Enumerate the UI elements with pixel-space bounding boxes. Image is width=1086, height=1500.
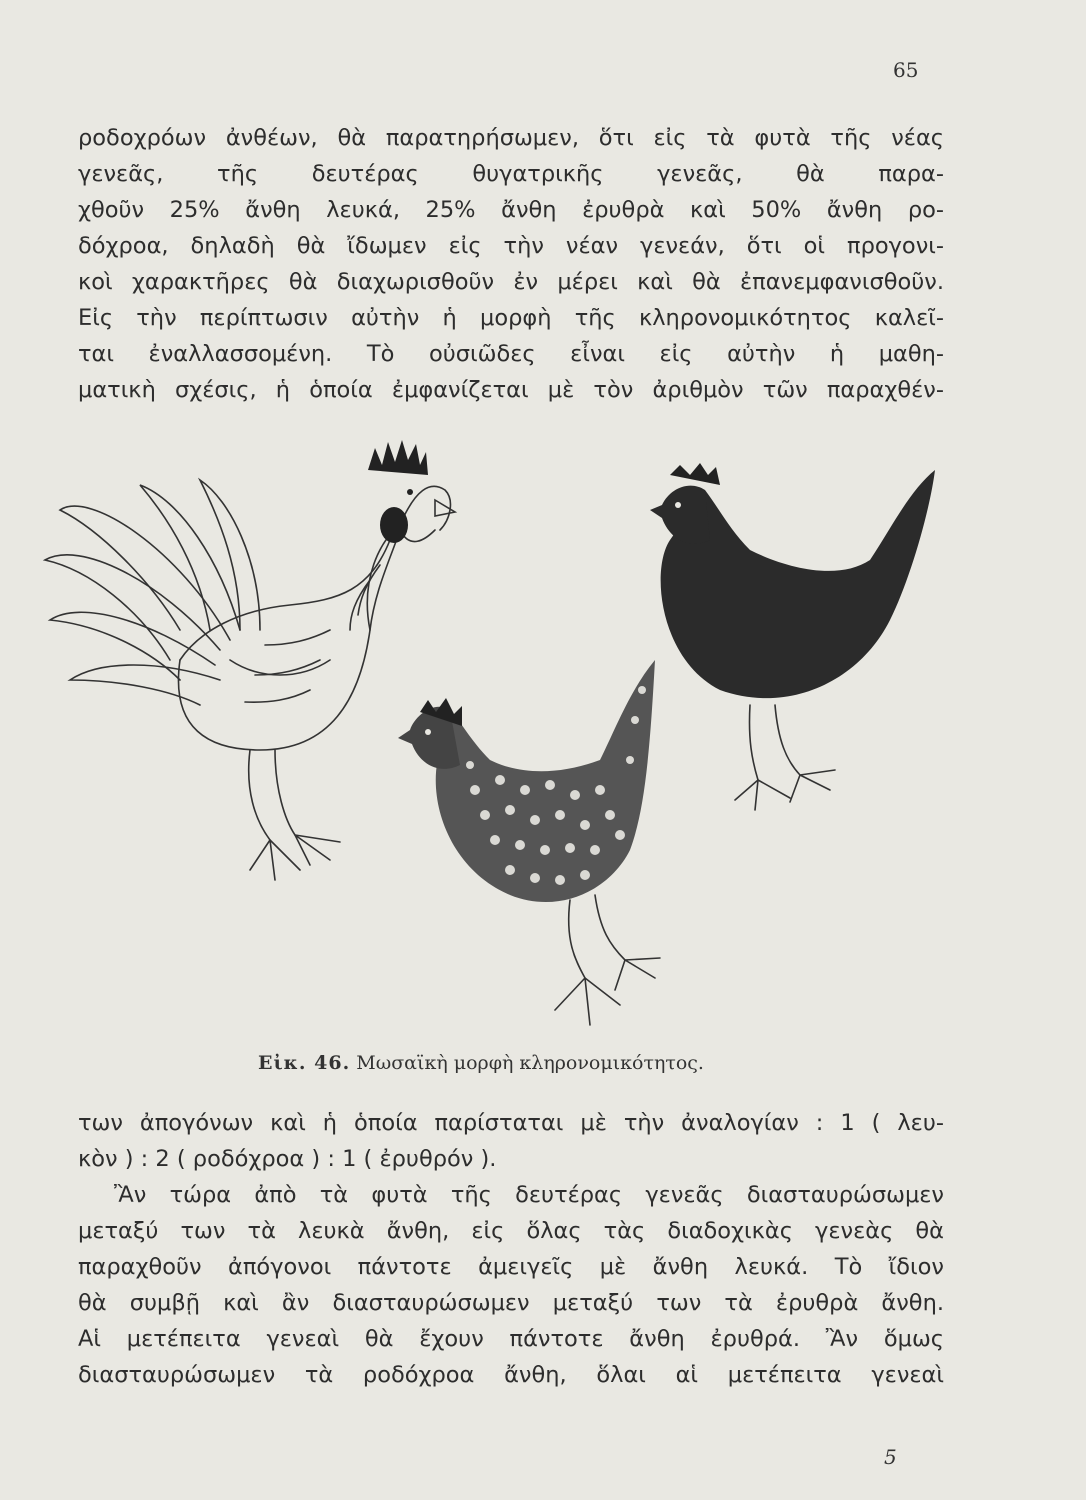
text-line: διασταυρώσωμεν τὰ ροδόχροα ἄνθη, ὅλαι αἱ μετέπειτα γενεαὶ — [78, 1362, 944, 1388]
rooster-wattle — [380, 507, 408, 543]
top-paragraph — [78, 120, 944, 408]
text-line: ται ἐναλλασσομένη. Τὸ οὐσιῶδες εἶναι εἰς αὐτὴν ἡ μαθη- — [78, 341, 944, 367]
text-line: κὸν ) : 2 ( ροδόχροα ) : 1 ( ἐρυθρόν ). — [78, 1146, 497, 1172]
text-line: των ἀπογόνων καὶ ἡ ὁποία παρίσταται μὲ τὴν ἀναλογίαν : 1 ( λευ- — [78, 1110, 944, 1136]
text-line: ροδοχρόων ἀνθέων, θὰ παρατηρήσωμεν, ὅτι εἰς τὰ φυτὰ τῆς νέας — [78, 125, 944, 151]
black-hen-drawing — [650, 463, 935, 810]
text-line: χθοῦν 25% ἄνθη λευκά, 25% ἄνθη ἐρυθρὰ καὶ 50% ἄνθη ρο- — [78, 197, 944, 223]
text-line: θὰ συμβῇ καὶ ἂν διασταυρώσωμεν μεταξύ των τὰ ἐρυθρὰ ἄνθη. — [78, 1290, 944, 1316]
rooster-comb — [368, 440, 428, 475]
speckled-hen-drawing — [398, 660, 660, 1025]
signature-mark: 5 — [884, 1445, 897, 1469]
text-line: Αἱ μετέπειτα γενεαὶ θὰ ἔχουν πάντοτε ἄνθη ἐρυθρά. Ἂν ὅμως — [78, 1326, 944, 1352]
text-line: γενεᾶς, τῆς δευτέρας θυγατρικῆς γενεᾶς, θὰ παρα- — [78, 161, 944, 187]
page-number: 65 — [893, 58, 919, 82]
text-line: Ἂν τώρα ἀπὸ τὰ φυτὰ τῆς δευτέρας γενεᾶς διασταυρώσωμεν — [114, 1182, 944, 1208]
text-line: Εἰς τὴν περίπτωσιν αὐτὴν ἡ μορφὴ τῆς κληρονομικότητος καλεῖ- — [78, 305, 944, 331]
rooster-eye — [407, 489, 413, 495]
chickens-illustration — [30, 430, 970, 1030]
text-line: παραχθοῦν ἀπόγονοι πάντοτε ἀμειγεῖς μὲ ἄνθη λευκά. Τὸ ἴδιον — [78, 1254, 944, 1280]
text-line: μεταξύ των τὰ λευκὰ ἄνθη, εἰς ὅλας τὰς διαδοχικὰς γενεὰς θὰ — [78, 1218, 944, 1244]
figure-caption — [258, 1052, 704, 1074]
bottom-paragraph — [78, 1105, 944, 1393]
text-line: δόχροα, δηλαδὴ θὰ ἴδωμεν εἰς τὴν νέαν γενεάν, ὅτι οἱ προγονι- — [78, 233, 944, 259]
figure-label: Εἰκ. 46. — [258, 1052, 351, 1074]
rooster-beak — [435, 500, 455, 516]
text-line: ματικὴ σχέσις, ἡ ὁποία ἐμφανίζεται μὲ τὸν ἀριθμὸν τῶν παραχθέν- — [78, 377, 944, 403]
text-line: κοὶ χαρακτῆρες θὰ διαχωρισθοῦν ἐν μέρει καὶ θὰ ἐπανεμφανισθοῦν. — [78, 269, 944, 295]
figure-caption-text: Μωσαϊκὴ μορφὴ κληρονομικότητος. — [356, 1052, 704, 1074]
